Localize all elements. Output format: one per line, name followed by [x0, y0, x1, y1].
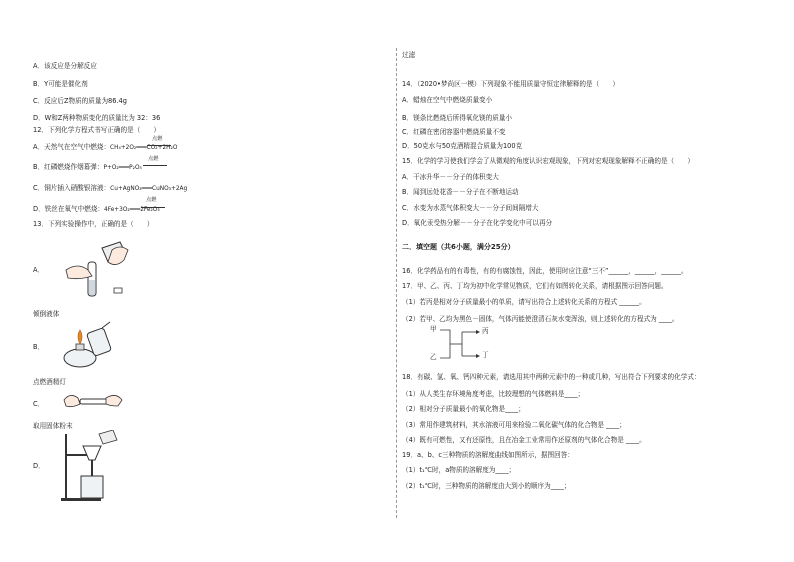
q13-d-caption: 过滤 — [402, 51, 416, 59]
powder-spoon-figure — [58, 390, 128, 412]
q17-diagram-arrows — [430, 324, 490, 364]
q14-option-c: C．红磷在密闭容器中燃烧质量不变 — [402, 128, 506, 136]
q13-option-c-label: C． — [33, 400, 45, 408]
alcohol-lamp-figure — [58, 320, 116, 370]
q13-a-caption: 倾倒液体 — [33, 310, 60, 318]
q12-a-condition: 点燃 — [152, 136, 163, 142]
pour-liquid-figure — [58, 240, 136, 298]
q14-option-a: A．蜡烛在空气中燃烧质量变小 — [402, 96, 493, 104]
q14-option-d: D．50克水与50克酒精混合质量为100克 — [402, 142, 523, 150]
q18-part-4: （4）既有可燃性，又有还原性，且在冶金工业常用作还原剂的气体化合物是 ____。 — [402, 436, 646, 444]
q13-option-d-label: D． — [33, 462, 45, 470]
filtration-figure — [55, 430, 125, 502]
q15-option-c: C．水变为水蒸气体积变大－－分子间间隔增大 — [402, 204, 539, 212]
q17-part-2: （2）若甲、乙均为黑色－固体，气体丙能使澄清石灰水变浑浊，则上述转化的方程式为 ____。 — [402, 315, 679, 323]
q11-option-b: B．Y可能是催化剂 — [33, 80, 88, 88]
q15-option-a: A．干冰升华－－分子的体积变大 — [402, 173, 499, 181]
section-heading-fill-in: 二．填空题（共6小题，满分25分） — [402, 243, 515, 251]
q18-part-3: （3）常用作建筑材料，其水溶液可用来检验二氧化碳气体的化合物是 ____； — [402, 421, 626, 429]
q12-d-prefix: D．铁丝在氧气中燃烧： — [33, 205, 105, 213]
q12-option-b — [33, 163, 142, 173]
q14-stem: 14．（2020•梦尚区一模）下列现象不能用质量守恒定律解释的是（ ） — [402, 80, 619, 88]
diagram-label-bing: 丙 — [482, 327, 489, 335]
diagram-label-yi: 乙 — [430, 353, 437, 361]
q18-part-1: （1）从人类生存环境角度考虑，比较理想的气体燃料是____； — [402, 390, 585, 398]
q12-option-c — [33, 184, 187, 194]
diagram-label-ding: 丁 — [482, 351, 489, 359]
q13-stem: 13．下列实验操作中，正确的是（ ） — [33, 220, 154, 228]
q18-stem: 18．有碳、氢、氧、钙四种元素，请选用其中两种元素中的一种或几种，写出符合下列要求的化学式： — [402, 373, 701, 381]
q13-option-a-label: A． — [33, 266, 45, 274]
q12-stem: 12．下列化学方程式书写正确的是（ ） — [33, 126, 161, 134]
q17-stem: 17．甲、乙、丙、丁均为初中化学常见物质，它们有如图转化关系，请根据图示回答问题。 — [402, 282, 668, 290]
q11-option-d: D．W和Z两种物质变化的质量比为 32：36 — [33, 114, 161, 122]
q13-b-caption: 点燃酒精灯 — [33, 378, 66, 386]
q19-part-1: （1）t₁℃时，a物质的溶解度为____； — [402, 466, 516, 474]
q13-option-b-label: B． — [33, 343, 45, 351]
q15-option-b: B．闻到远处花香－－分子在不断地运动 — [402, 188, 519, 196]
q12-b-prefix: B．红磷燃烧作烟幕弹： — [33, 163, 104, 171]
q12-a-equation: CH₄+2O₂═══CO₂+2H₂O — [110, 145, 178, 151]
q12-b-condition: 点燃 — [148, 156, 159, 162]
q19-stem: 19．a、b、c三种物质的溶解度曲线如图所示，据图回答： — [402, 451, 574, 459]
q18-part-2: （2）相对分子质量最小的氧化物是____； — [402, 405, 525, 413]
q12-c-prefix: C．铜片插入硝酸银溶液： — [33, 184, 111, 192]
q11-option-a: A．该反应是分解反应 — [33, 62, 97, 70]
q12-a-condition-line — [147, 145, 171, 146]
q14-option-b: B．镁条比燃烧后所得氧化镁的质量小 — [402, 114, 513, 122]
q12-b-equation: P+O₂═══P₂O₅ — [103, 165, 142, 171]
q12-a-prefix: A．天然气在空气中燃烧： — [33, 143, 111, 151]
q19-part-2: （2）t₁℃时，三种物质的溶解度由大到小的顺序为____； — [402, 482, 571, 490]
q12-d-equation: 4Fe+3O₂═══2Fe₂O₃ — [104, 207, 160, 213]
q12-d-condition: 点燃 — [146, 197, 157, 203]
q17-transformation-diagram — [430, 324, 490, 364]
q12-b-condition-line — [143, 165, 167, 166]
diagram-label-jia: 甲 — [430, 325, 437, 333]
q16-stem: 16．化学药品有的有毒性，有的有腐蚀性，因此，使用时应注意“三不”______，______，______。 — [402, 267, 688, 275]
q11-option-c: C．反应后Z物质的质量为86.4g — [33, 97, 127, 105]
q17-part-1: （1）若丙是相对分子质量最小的单质，请写出符合上述转化关系的方程式 ______。 — [402, 298, 646, 306]
q12-c-equation: Cu+AgNO₃═══CuNO₃+2Ag — [110, 186, 188, 192]
q12-d-condition-line — [141, 207, 165, 208]
right-column — [397, 0, 794, 562]
q15-option-d: D．氧化汞受热分解－－分子在化学变化中可以再分 — [402, 219, 553, 227]
q13-c-caption: 取用固体粉末 — [33, 422, 73, 430]
q15-stem: 15．化学的学习使我们学会了从微观的角度认识宏观现象，下列对宏观现象解释不正确的是（ ） — [402, 157, 694, 165]
